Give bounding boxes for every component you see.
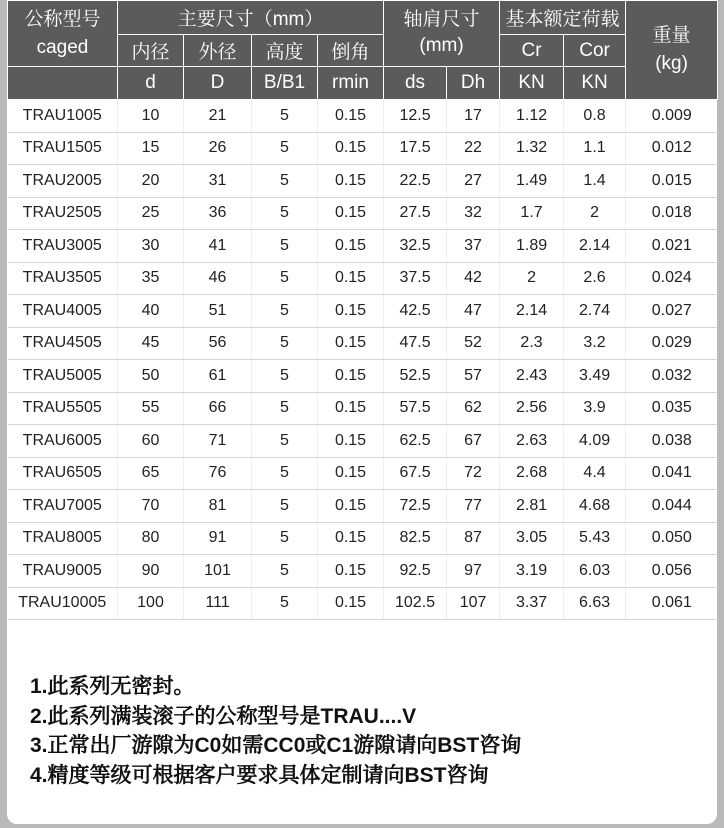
value-cell: 3.05 [500, 522, 564, 555]
value-cell: 5 [252, 555, 318, 588]
model-header-line2: caged [36, 36, 89, 58]
value-cell: 100 [118, 587, 184, 620]
model-cell: TRAU9005 [8, 555, 118, 588]
model-header-spacer [8, 67, 118, 100]
value-cell: 101 [184, 555, 252, 588]
value-cell: 72.5 [384, 490, 447, 523]
value-cell: 0.15 [318, 327, 384, 360]
value-cell: 15 [118, 132, 184, 165]
value-cell: 3.9 [564, 392, 626, 425]
value-cell: 1.89 [500, 230, 564, 263]
value-cell: 2.74 [564, 295, 626, 328]
value-cell: 4.4 [564, 457, 626, 490]
value-cell: 2 [500, 262, 564, 295]
value-cell: 47.5 [384, 327, 447, 360]
value-cell: 70 [118, 490, 184, 523]
model-cell: TRAU1505 [8, 132, 118, 165]
table-row [8, 100, 718, 133]
value-cell: 12.5 [384, 100, 447, 133]
value-cell: 52 [447, 327, 500, 360]
symbol-kn-cor: KN [564, 67, 626, 100]
value-cell: 5 [252, 425, 318, 458]
value-cell: 30 [118, 230, 184, 263]
table-row [8, 490, 718, 523]
value-cell: 35 [118, 262, 184, 295]
value-cell: 87 [447, 522, 500, 555]
symbol-b: B/B1 [252, 67, 318, 100]
value-cell: 25 [118, 197, 184, 230]
value-cell: 0.15 [318, 295, 384, 328]
value-cell: 62 [447, 392, 500, 425]
table-row [8, 327, 718, 360]
value-cell: 2.81 [500, 490, 564, 523]
value-cell: 0.038 [626, 425, 718, 458]
weight-header-line2: (kg) [655, 53, 688, 74]
table-row [8, 555, 718, 588]
model-cell: TRAU10005 [8, 587, 118, 620]
value-cell: 76 [184, 457, 252, 490]
shoulder-header-line2: (mm) [419, 35, 464, 56]
symbol-d: d [118, 67, 184, 100]
value-cell: 5 [252, 295, 318, 328]
value-cell: 67 [447, 425, 500, 458]
model-cell: TRAU7005 [8, 490, 118, 523]
value-cell: 55 [118, 392, 184, 425]
model-cell: TRAU5505 [8, 392, 118, 425]
symbol-rmin: rmin [318, 67, 384, 100]
value-cell: 2.14 [500, 295, 564, 328]
value-cell: 60 [118, 425, 184, 458]
value-cell: 102.5 [384, 587, 447, 620]
value-cell: 66 [184, 392, 252, 425]
value-cell: 27.5 [384, 197, 447, 230]
value-cell: 2.56 [500, 392, 564, 425]
value-cell: 0.012 [626, 132, 718, 165]
value-cell: 0.15 [318, 165, 384, 198]
model-cell: TRAU1005 [8, 100, 118, 133]
table-row [8, 425, 718, 458]
value-cell: 5 [252, 457, 318, 490]
value-cell: 0.050 [626, 522, 718, 555]
value-cell: 81 [184, 490, 252, 523]
sub-header-chamfer: 倒角 [318, 35, 384, 67]
load-rating-header: 基本额定荷载 [500, 1, 626, 35]
model-cell: TRAU5005 [8, 360, 118, 393]
model-header [8, 1, 118, 67]
value-cell: 1.32 [500, 132, 564, 165]
table-row [8, 587, 718, 620]
value-cell: 107 [447, 587, 500, 620]
note-4: 4.精度等级可根据客户要求具体定制请向BST咨询 [30, 763, 489, 787]
value-cell: 47 [447, 295, 500, 328]
value-cell: 0.061 [626, 587, 718, 620]
value-cell: 0.041 [626, 457, 718, 490]
weight-header-line1: 重量 [652, 25, 691, 46]
value-cell: 4.09 [564, 425, 626, 458]
value-cell: 111 [184, 587, 252, 620]
spec-table [7, 0, 718, 620]
model-cell: TRAU6005 [8, 425, 118, 458]
model-cell: TRAU3505 [8, 262, 118, 295]
table-header [8, 1, 718, 100]
value-cell: 0.021 [626, 230, 718, 263]
value-cell: 0.15 [318, 490, 384, 523]
value-cell: 5 [252, 165, 318, 198]
table-row [8, 230, 718, 263]
value-cell: 0.009 [626, 100, 718, 133]
symbol-dh: Dh [447, 67, 500, 100]
weight-header [626, 1, 718, 100]
value-cell: 42 [447, 262, 500, 295]
value-cell: 32 [447, 197, 500, 230]
value-cell: 90 [118, 555, 184, 588]
value-cell: 0.15 [318, 587, 384, 620]
value-cell: 45 [118, 327, 184, 360]
value-cell: 3.2 [564, 327, 626, 360]
value-cell: 0.15 [318, 197, 384, 230]
value-cell: 5 [252, 197, 318, 230]
table-body [8, 100, 718, 620]
value-cell: 0.029 [626, 327, 718, 360]
note-1: 1.此系列无密封。 [30, 675, 195, 698]
value-cell: 0.056 [626, 555, 718, 588]
model-cell: TRAU3005 [8, 230, 118, 263]
model-cell: TRAU4005 [8, 295, 118, 328]
shoulder-header-line1: 轴肩尺寸 [403, 9, 480, 30]
value-cell: 5 [252, 100, 318, 133]
model-cell: TRAU4505 [8, 327, 118, 360]
value-cell: 6.63 [564, 587, 626, 620]
value-cell: 2.43 [500, 360, 564, 393]
value-cell: 56 [184, 327, 252, 360]
table-row [8, 457, 718, 490]
value-cell: 2 [564, 197, 626, 230]
value-cell: 52.5 [384, 360, 447, 393]
value-cell: 61 [184, 360, 252, 393]
model-header-line1: 公称型号 [24, 8, 101, 30]
value-cell: 2.68 [500, 457, 564, 490]
value-cell: 0.15 [318, 392, 384, 425]
value-cell: 37.5 [384, 262, 447, 295]
value-cell: 0.15 [318, 457, 384, 490]
value-cell: 71 [184, 425, 252, 458]
value-cell: 5 [252, 230, 318, 263]
value-cell: 51 [184, 295, 252, 328]
notes [30, 672, 690, 790]
model-cell: TRAU2005 [8, 165, 118, 198]
value-cell: 0.8 [564, 100, 626, 133]
value-cell: 27 [447, 165, 500, 198]
value-cell: 0.015 [626, 165, 718, 198]
value-cell: 17 [447, 100, 500, 133]
value-cell: 3.49 [564, 360, 626, 393]
note-3: 3.正常出厂游隙为C0如需CC0或C1游隙请向BST咨询 [30, 734, 522, 757]
sub-header-height: 高度 [252, 35, 318, 67]
table-row [8, 360, 718, 393]
value-cell: 42.5 [384, 295, 447, 328]
value-cell: 65 [118, 457, 184, 490]
value-cell: 50 [118, 360, 184, 393]
value-cell: 0.032 [626, 360, 718, 393]
value-cell: 36 [184, 197, 252, 230]
value-cell: 5 [252, 327, 318, 360]
value-cell: 20 [118, 165, 184, 198]
value-cell: 37 [447, 230, 500, 263]
value-cell: 1.12 [500, 100, 564, 133]
table-row [8, 132, 718, 165]
value-cell: 5 [252, 262, 318, 295]
value-cell: 1.7 [500, 197, 564, 230]
value-cell: 62.5 [384, 425, 447, 458]
value-cell: 2.63 [500, 425, 564, 458]
value-cell: 0.15 [318, 555, 384, 588]
value-cell: 2.14 [564, 230, 626, 263]
value-cell: 0.018 [626, 197, 718, 230]
value-cell: 5 [252, 587, 318, 620]
value-cell: 0.15 [318, 262, 384, 295]
value-cell: 1.49 [500, 165, 564, 198]
value-cell: 0.15 [318, 230, 384, 263]
value-cell: 80 [118, 522, 184, 555]
table-row [8, 165, 718, 198]
value-cell: 57 [447, 360, 500, 393]
table-row [8, 197, 718, 230]
table-row [8, 392, 718, 425]
value-cell: 57.5 [384, 392, 447, 425]
value-cell: 21 [184, 100, 252, 133]
symbol-ds: ds [384, 67, 447, 100]
sub-header-inner-diameter: 内径 [118, 35, 184, 67]
value-cell: 26 [184, 132, 252, 165]
main-dims-header: 主要尺寸（mm） [118, 1, 384, 35]
value-cell: 2.6 [564, 262, 626, 295]
value-cell: 3.19 [500, 555, 564, 588]
value-cell: 92.5 [384, 555, 447, 588]
value-cell: 0.024 [626, 262, 718, 295]
value-cell: 0.15 [318, 132, 384, 165]
value-cell: 6.03 [564, 555, 626, 588]
value-cell: 0.15 [318, 360, 384, 393]
value-cell: 91 [184, 522, 252, 555]
value-cell: 1.4 [564, 165, 626, 198]
value-cell: 5 [252, 522, 318, 555]
value-cell: 22.5 [384, 165, 447, 198]
table-row [8, 522, 718, 555]
value-cell: 72 [447, 457, 500, 490]
value-cell: 1.1 [564, 132, 626, 165]
value-cell: 0.15 [318, 522, 384, 555]
value-cell: 0.15 [318, 425, 384, 458]
value-cell: 32.5 [384, 230, 447, 263]
value-cell: 5.43 [564, 522, 626, 555]
value-cell: 3.37 [500, 587, 564, 620]
value-cell: 0.044 [626, 490, 718, 523]
table-row [8, 295, 718, 328]
table-row [8, 262, 718, 295]
value-cell: 40 [118, 295, 184, 328]
value-cell: 82.5 [384, 522, 447, 555]
sub-header-outer-diameter: 外径 [184, 35, 252, 67]
value-cell: 31 [184, 165, 252, 198]
value-cell: 22 [447, 132, 500, 165]
value-cell: 5 [252, 132, 318, 165]
value-cell: 5 [252, 360, 318, 393]
value-cell: 97 [447, 555, 500, 588]
value-cell: 0.15 [318, 100, 384, 133]
model-cell: TRAU2505 [8, 197, 118, 230]
model-cell: TRAU8005 [8, 522, 118, 555]
symbol-D: D [184, 67, 252, 100]
value-cell: 77 [447, 490, 500, 523]
value-cell: 5 [252, 392, 318, 425]
symbol-kn-cr: KN [500, 67, 564, 100]
sub-header-cor: Cor [564, 35, 626, 67]
value-cell: 10 [118, 100, 184, 133]
value-cell: 17.5 [384, 132, 447, 165]
value-cell: 0.035 [626, 392, 718, 425]
note-2: 2.此系列满装滚子的公称型号是TRAU....V [30, 704, 417, 728]
value-cell: 4.68 [564, 490, 626, 523]
value-cell: 0.027 [626, 295, 718, 328]
value-cell: 46 [184, 262, 252, 295]
value-cell: 41 [184, 230, 252, 263]
value-cell: 2.3 [500, 327, 564, 360]
model-cell: TRAU6505 [8, 457, 118, 490]
value-cell: 67.5 [384, 457, 447, 490]
value-cell: 5 [252, 490, 318, 523]
shoulder-header [384, 1, 500, 67]
sub-header-cr: Cr [500, 35, 564, 67]
